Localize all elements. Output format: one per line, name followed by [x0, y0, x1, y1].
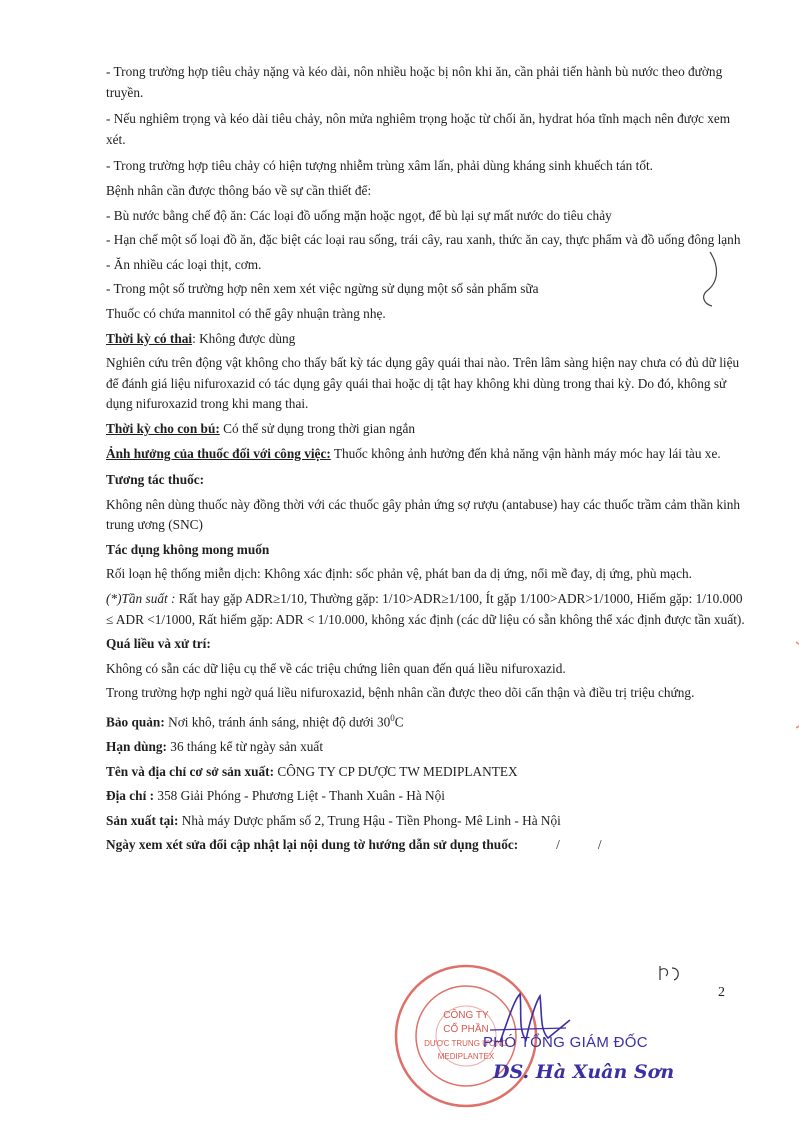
frequency-body: Rất hay gặp ADR≥1/10, Thường gặp: 1/10>ADR≥1/100, Ít gặp 1/100>ADR>1/1000, Hiếm gặp: 1/10.000 ≤ ADR <1/1000, Rất hiếm gặp: ADR < 1/10.000, không xác định (các dữ liệu có sẵn không thể xác định được tần xuất). [106, 591, 745, 627]
work-line [106, 444, 746, 465]
produced-at-line [106, 811, 746, 832]
side-effects-body: Rối loạn hệ thống miễn dịch: Không xác định: sốc phản vệ, phát ban da dị ứng, nổi mề đay, dị ứng, phù mạch. [106, 566, 692, 582]
page-number: 2 [718, 985, 725, 1000]
storage-degree: 0 [390, 713, 395, 724]
pregnancy-line [106, 329, 746, 350]
interactions-heading: Tương tác thuốc: [106, 472, 205, 488]
shelf-life-heading: Hạn dùng: [106, 739, 167, 755]
stamp-line-3: DƯỢC TRUNG ƯƠNG [424, 1039, 508, 1048]
review-date-line [106, 835, 746, 856]
review-date-heading: Ngày xem xét sửa đổi cập nhật lại nội dung tờ hướng dẫn sử dụng thuốc: [106, 837, 519, 853]
storage-heading: Bảo quản: [106, 714, 165, 730]
address-line [106, 786, 746, 807]
lactation-value: Có thể sử dụng trong thời gian ngắn [219, 420, 415, 436]
manufacturer-heading: Tên và địa chỉ cơ sở sản xuất: [106, 763, 275, 779]
paragraph: - Hạn chế một số loại đồ ăn, đặc biệt các loại rau sống, trái cây, rau xanh, thức ăn cay, thực phẩm và đồ uống đông lạnh [106, 232, 741, 248]
edge-stamp-icon [760, 640, 799, 730]
frequency-line [106, 589, 746, 630]
side-effects-heading: Tác dụng không mong muốn [106, 541, 270, 557]
paragraph: - Trong trường hợp tiêu chảy có hiện tượng nhiễm trùng xâm lấn, phải dùng kháng sinh khuếch tán tốt. [106, 158, 653, 174]
paragraph: - Ăn nhiều các loại thịt, cơm. [106, 256, 262, 272]
manufacturer-line [106, 762, 746, 783]
review-date-slash: / [597, 837, 602, 853]
paragraph: - Trong một số trường hợp nên xem xét việc ngừng sử dụng một số sản phẩm sữa [106, 281, 539, 297]
address-heading: Địa chỉ : [106, 788, 155, 804]
pregnancy-value: : Không được dùng [192, 330, 296, 346]
review-date-slash: / [556, 837, 560, 853]
interactions-body: Không nên dùng thuốc này đồng thời với các thuốc gây phản ứng sợ rượu (antabuse) hay các thuốc trầm cảm thần kinh trung ương (SNC) [106, 496, 741, 533]
overdose-body-1: Không có sẵn các dữ liệu cụ thể về các triệu chứng liên quan đến quá liều nifuroxazid. [106, 660, 566, 676]
initials-icon [656, 962, 686, 984]
overdose-heading: Quá liều và xử trí: [106, 636, 211, 652]
stamp-line-4: MEDIPLANTEX [437, 1052, 495, 1061]
pregnancy-body: Nghiên cứu trên động vật không cho thấy bất kỳ tác dụng gây quái thai nào. Trên lâm sàng hiện nay chưa có đủ dữ liệu để đánh giá liệu nifuroxazid có tác dụng gây quái thai hoặc dị tật hay không khi dùng trong thai kỳ. Do đó, không sử dụng nifuroxazid trong khi mang thai. [106, 355, 740, 412]
overdose-body-2: Trong trường hợp nghi ngờ quá liều nifuroxazid, bệnh nhân cần được theo dõi cẩn thận và điều trị triệu chứng. [106, 685, 695, 701]
pen-mark-icon [690, 250, 730, 310]
paragraph: - Nếu nghiêm trọng và kéo dài tiêu chảy, nôn mửa nghiêm trọng hoặc từ chối ăn, hydrat hóa tĩnh mạch nên được xem xét. [106, 111, 731, 147]
storage-line [106, 708, 746, 733]
pregnancy-heading: Thời kỳ có thai [106, 330, 193, 346]
signatory-name: DS. Hà Xuân Sơn [493, 1061, 675, 1083]
produced-at-value: Nhà máy Dược phẩm số 2, Trung Hậu - Tiền Phong- Mê Linh - Hà Nội [178, 812, 561, 828]
paragraph: - Bù nước bằng chế độ ăn: Các loại đồ uống mặn hoặc ngọt, để bù lại sự mất nước do tiêu chảy [106, 207, 612, 223]
stamp-line-2: CỔ PHẦN [443, 1024, 489, 1035]
manufacturer-value: CÔNG TY CP DƯỢC TW MEDIPLANTEX [274, 763, 518, 779]
paragraph: - Trong trường hợp tiêu chảy nặng và kéo dài, nôn nhiều hoặc bị nôn khi ăn, cần phải tiến hành bù nước theo đường truyền. [106, 64, 723, 100]
address-value: 358 Giải Phóng - Phương Liệt - Thanh Xuân - Hà Nội [154, 788, 445, 804]
lactation-line [106, 419, 746, 440]
document-body [106, 62, 746, 860]
shelf-life-value: 36 tháng kể từ ngày sản xuất [166, 739, 324, 755]
storage-unit: C [394, 714, 404, 730]
frequency-label: (*)Tần suất : [106, 591, 176, 607]
paragraph: Bệnh nhân cần được thông báo về sự cần thiết để: [106, 182, 372, 198]
signatory-title: PHÓ TỔNG GIÁM ĐỐC [483, 1034, 648, 1051]
stamp-line-1: CÔNG TY [443, 1010, 489, 1021]
storage-value: Nơi khô, tránh ánh sáng, nhiệt độ dưới 30 [164, 714, 391, 730]
produced-at-heading: Sản xuất tại: [106, 812, 179, 828]
paragraph: Thuốc có chứa mannitol có thể gây nhuận tràng nhẹ. [106, 305, 386, 321]
shelf-life-line [106, 737, 746, 758]
work-value: Thuốc không ảnh hưởng đến khả năng vận hành máy móc hay lái tàu xe. [330, 445, 721, 461]
work-heading: Ảnh hưởng của thuốc đối với công việc: [106, 445, 331, 461]
lactation-heading: Thời kỳ cho con bú: [106, 420, 220, 436]
